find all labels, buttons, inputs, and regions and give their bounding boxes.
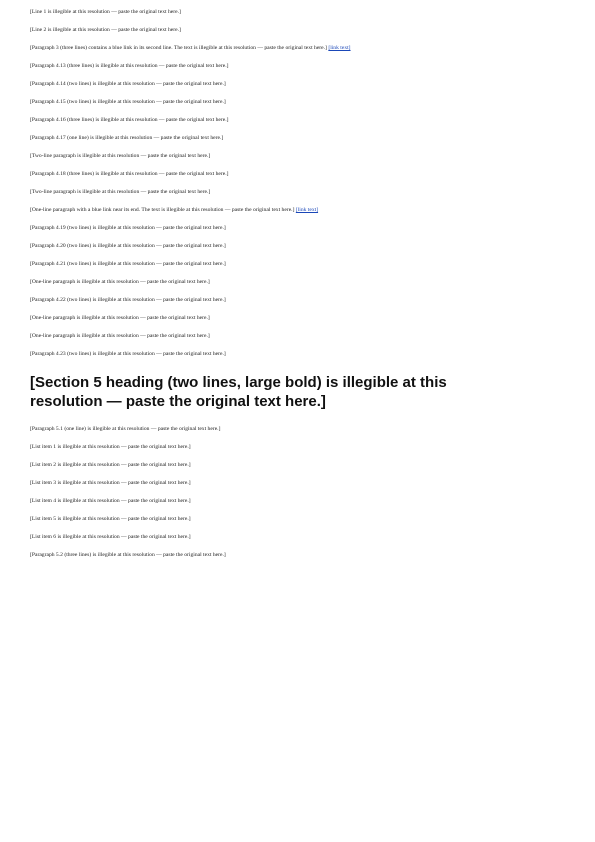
paragraph bbox=[30, 26, 570, 35]
paragraph-text: [One-line paragraph is illegible at this resolution — paste the original text here.] bbox=[30, 315, 210, 321]
document-page bbox=[30, 8, 570, 569]
paragraph-text: [Two-line paragraph is illegible at this resolution — paste the original text here.] bbox=[30, 153, 211, 159]
paragraph-text: [Paragraph 5.1 (one line) is illegible at this resolution — paste the original text here.] bbox=[30, 426, 221, 433]
paragraph bbox=[30, 461, 570, 470]
paragraph-text: [Paragraph 4.19 (two lines) is illegible at this resolution — paste the original text here.] bbox=[30, 225, 226, 231]
paragraph-text: [Paragraph 4.15 (two lines) is illegible at this resolution — paste the original text here.] bbox=[30, 99, 226, 105]
paragraph-text: [Line 1 is illegible at this resolution — paste the original text here.] bbox=[30, 9, 181, 15]
paragraph bbox=[30, 116, 570, 125]
paragraph-text: [One-line paragraph is illegible at this resolution — paste the original text here.] bbox=[30, 333, 210, 339]
paragraph bbox=[30, 206, 570, 215]
paragraph bbox=[30, 152, 570, 161]
paragraph-text: [List item 4 is illegible at this resolution — paste the original text here.] bbox=[30, 498, 191, 505]
paragraph bbox=[30, 332, 570, 341]
paragraph bbox=[30, 350, 570, 359]
paragraph bbox=[30, 224, 570, 233]
paragraph bbox=[30, 80, 570, 89]
paragraph bbox=[30, 188, 570, 197]
paragraph-text: [Paragraph 4.22 (two lines) is illegible at this resolution — paste the original text here.] bbox=[30, 297, 226, 303]
paragraph bbox=[30, 134, 570, 143]
body-text-top bbox=[30, 8, 570, 359]
paragraph-text: [List item 6 is illegible at this resolution — paste the original text here.] bbox=[30, 534, 191, 541]
paragraph-text: [Paragraph 4.17 (one line) is illegible at this resolution — paste the original text here.] bbox=[30, 135, 224, 141]
inline-link[interactable]: [link text] bbox=[295, 207, 319, 213]
paragraph-text: [One-line paragraph with a blue link near its end. The text is illegible at this resolution — paste the original text here.] bbox=[30, 207, 295, 213]
body-text-bottom bbox=[30, 425, 570, 560]
paragraph-text: [Paragraph 4.23 (two lines) is illegible at this resolution — paste the original text here.] bbox=[30, 351, 226, 357]
paragraph bbox=[30, 515, 570, 524]
paragraph-text: [Paragraph 5.2 (three lines) is illegible at this resolution — paste the original text here.] bbox=[30, 552, 226, 559]
paragraph-text: [Line 2 is illegible at this resolution — paste the original text here.] bbox=[30, 27, 181, 33]
paragraph bbox=[30, 98, 570, 107]
paragraph bbox=[30, 497, 570, 506]
paragraph bbox=[30, 443, 570, 452]
paragraph-text: [List item 3 is illegible at this resolution — paste the original text here.] bbox=[30, 480, 191, 487]
paragraph-text: [List item 5 is illegible at this resolution — paste the original text here.] bbox=[30, 516, 191, 523]
paragraph bbox=[30, 62, 570, 71]
paragraph-text: [Paragraph 4.18 (three lines) is illegible at this resolution — paste the original text here.] bbox=[30, 171, 229, 177]
paragraph-text: [One-line paragraph is illegible at this resolution — paste the original text here.] bbox=[30, 279, 210, 285]
paragraph bbox=[30, 8, 570, 17]
paragraph bbox=[30, 44, 570, 53]
paragraph-text: [Paragraph 4.21 (two lines) is illegible at this resolution — paste the original text here.] bbox=[30, 261, 226, 267]
paragraph-text: [Paragraph 4.20 (two lines) is illegible at this resolution — paste the original text here.] bbox=[30, 243, 226, 249]
paragraph bbox=[30, 242, 570, 251]
paragraph-text: [List item 2 is illegible at this resolution — paste the original text here.] bbox=[30, 462, 191, 469]
section-heading: [Section 5 heading (two lines, large bold) is illegible at this resolution — paste the original text here.] bbox=[30, 374, 447, 411]
paragraph bbox=[30, 170, 570, 179]
paragraph-text: [List item 1 is illegible at this resolution — paste the original text here.] bbox=[30, 444, 191, 451]
inline-link[interactable]: [link text] bbox=[328, 45, 351, 51]
paragraph bbox=[30, 425, 570, 434]
paragraph-text: [Paragraph 4.14 (two lines) is illegible at this resolution — paste the original text here.] bbox=[30, 81, 226, 87]
paragraph-text: [Paragraph 4.16 (three lines) is illegible at this resolution — paste the original text here.] bbox=[30, 117, 229, 123]
paragraph bbox=[30, 551, 570, 560]
paragraph bbox=[30, 479, 570, 488]
paragraph bbox=[30, 260, 570, 269]
paragraph-text: [Paragraph 4.13 (three lines) is illegible at this resolution — paste the original text here.] bbox=[30, 63, 229, 69]
paragraph bbox=[30, 278, 570, 287]
paragraph bbox=[30, 296, 570, 305]
paragraph-text: [Two-line paragraph is illegible at this resolution — paste the original text here.] bbox=[30, 189, 211, 195]
paragraph bbox=[30, 533, 570, 542]
paragraph bbox=[30, 314, 570, 323]
paragraph-text: [Paragraph 3 (three lines) contains a blue link in its second line. The text is illegible at this resolution — paste the original text here.] bbox=[30, 45, 327, 51]
